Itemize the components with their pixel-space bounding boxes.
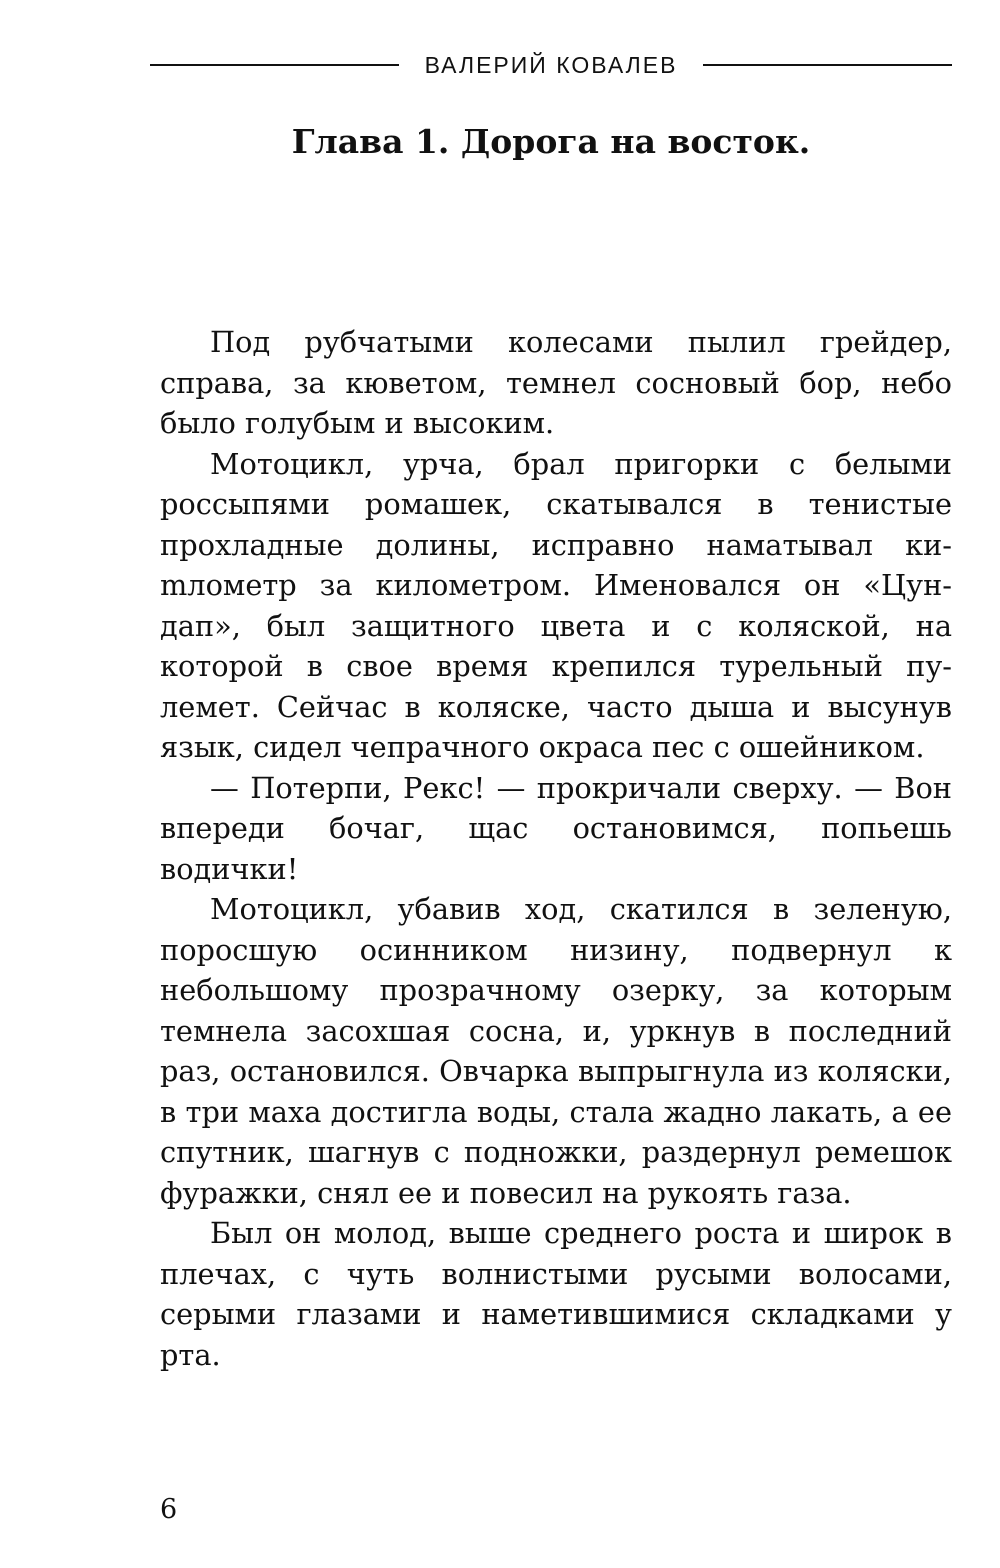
running-header	[150, 50, 952, 80]
paragraph: Был он молод, выше среднего роста и широк в плечах, с чуть волнистыми русыми волосами, серыми глазами и наметившимися складками у рта.	[160, 1216, 952, 1372]
paragraph: Мотоцикл, убавив ход, скатился в зеленую, поросшую осинником низину, подвернул к небольшому прозрачному озерку, за которым темнела засохшая сосна, и, уркнув в последний раз, остановился. Овчарка выпрыгнула из коляски, в три маха достигла воды, стала жадно лакать, а ее спутник, шагнув с подножки, раздернул ремешок фуражки, снял ее и повесил на рукоять газа.	[160, 892, 952, 1210]
author-running-head: ВАЛЕРИЙ КОВАЛЕВ	[424, 51, 678, 78]
chapter-title: Глава 1. Дорога на восток.	[291, 122, 811, 161]
paragraph: Мотоцикл, урча, брал пригорки с белыми россыпями ромашек, скатывался в тенистые прохладные долины, исправно наматывал киmлометр за километром. Именовался он «Цундап», был защитного цвета и с коляской, на которой в свое время крепился турельный пулемет. Сейчас в коляске, часто дыша и высунув язык, сидел чепрачного окраса пес с ошейником.	[160, 446, 952, 764]
paragraph: Под рубчатыми колесами пылил грейдер, справа, за кюветом, темнел сосновый бор, небо было голубым и высоким.	[160, 325, 952, 440]
paragraph: — Потерпи, Рекс! — прокричали сверху. — Вон впереди бочаг, щас остановимся, попьешь водички!	[160, 770, 952, 886]
body-text	[160, 322, 952, 1375]
header-rule-left	[150, 64, 399, 66]
header-rule-right	[703, 64, 952, 66]
page-number: 6	[160, 1494, 178, 1525]
